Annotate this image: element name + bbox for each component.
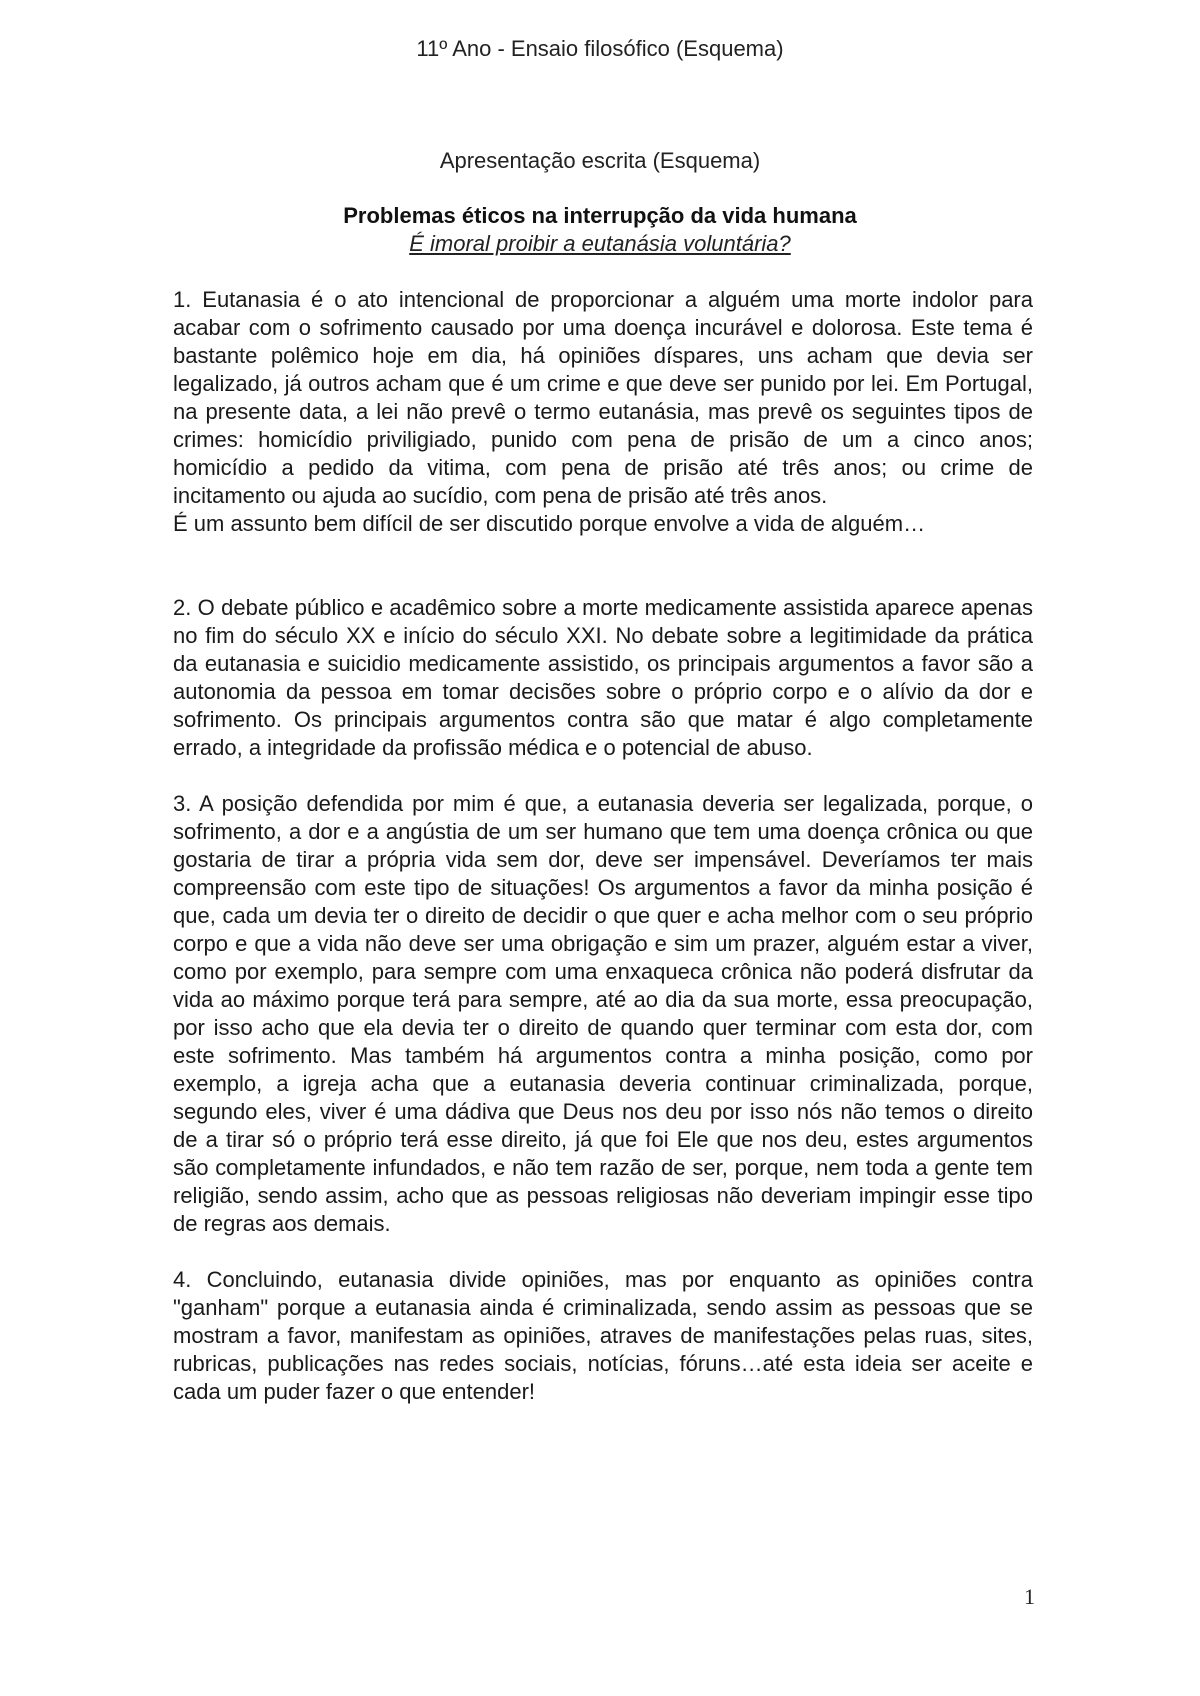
paragraph-4: 4. Concluindo, eutanasia divide opiniões, mas por enquanto as opiniões contra "ganham" porque a eutanasia ainda é criminalizada, sendo assim as pessoas que se mostram a favor, manifestam as opiniões, atraves de manifestações pelas ruas, sites, rubricas, publicações nas redes sociais, notícias, fóruns…até esta ideia ser aceite e cada um puder fazer o que entender!: [173, 1267, 1033, 1404]
paragraph-spacer: [173, 762, 1033, 790]
document-body: [173, 286, 1033, 1406]
page-number: 1: [1024, 1584, 1035, 1609]
document-title: Problemas éticos na interrupção da vida humana: [343, 203, 857, 228]
paragraph-spacer: [173, 538, 1033, 594]
page-header: 11º Ano - Ensaio filosófico (Esquema): [416, 36, 784, 61]
paragraph-2: 2. O debate público e acadêmico sobre a morte medicamente assistida aparece apenas no fim do século XX e início do século XXI. No debate sobre a legitimidade da prática da eutanasia e suicidio medicamente assistido, os principais argumentos a favor são a autonomia da pessoa em tomar decisões sobre o próprio corpo e o alívio da dor e sofrimento. Os principais argumentos contra são que matar é algo completamente errado, a integridade da profissão médica e o potencial de abuso.: [173, 595, 1033, 760]
document-question: É imoral proibir a eutanásia voluntária?: [409, 231, 791, 256]
paragraph-spacer: [173, 1238, 1033, 1266]
paragraph-1-note: É um assunto bem difícil de ser discutido porque envolve a vida de alguém…: [173, 511, 926, 536]
paragraph-3: 3. A posição defendida por mim é que, a eutanasia deveria ser legalizada, porque, o sofrimento, a dor e a angústia de um ser humano que tem uma doença crônica ou que gostaria de tirar a própria vida sem dor, deve ser impensável. Deveríamos ter mais compreensão com este tipo de situações! Os argumentos a favor da minha posição é que, cada um devia ter o direito de decidir o que quer e acha melhor com o seu próprio corpo e que a vida não deve ser uma obrigação e sim um prazer, alguém estar a viver, como por exemplo, para sempre com uma enxaqueca crônica não poderá disfrutar da vida ao máximo porque terá para sempre, até ao dia da sua morte, essa preocupação, por isso acho que ela devia ter o direito de quando quer terminar com esta dor, com este sofrimento. Mas também há argumentos contra a minha posição, como por exemplo, a igreja acha que a eutanasia deveria continuar criminalizada, porque, segundo eles, viver é uma dádiva que Deus nos deu por isso nós não temos o direito de a tirar só o próprio terá esse direito, já que foi Ele que nos deu, estes argumentos são completamente infundados, e não tem razão de ser, porque, nem toda a gente tem religião, sendo assim, acho que as pessoas religiosas não deveriam impingir esse tipo de regras aos demais.: [173, 791, 1033, 1236]
paragraph-1: 1. Eutanasia é o ato intencional de proporcionar a alguém uma morte indolor para acabar com o sofrimento causado por uma doença incurável e dolorosa. Este tema é bastante polêmico hoje em dia, há opiniões díspares, uns acham que devia ser legalizado, já outros acham que é um crime e que deve ser punido por lei. Em Portugal, na presente data, a lei não prevê o termo eutanásia, mas prevê os seguintes tipos de crimes: homicídio priviligiado, punido com pena de prisão de um a cinco anos; homicídio a pedido da vitima, com pena de prisão até três anos; ou crime de incitamento ou ajuda ao sucídio, com pena de prisão até três anos.: [173, 287, 1033, 508]
document-subtitle: Apresentação escrita (Esquema): [439, 148, 761, 173]
